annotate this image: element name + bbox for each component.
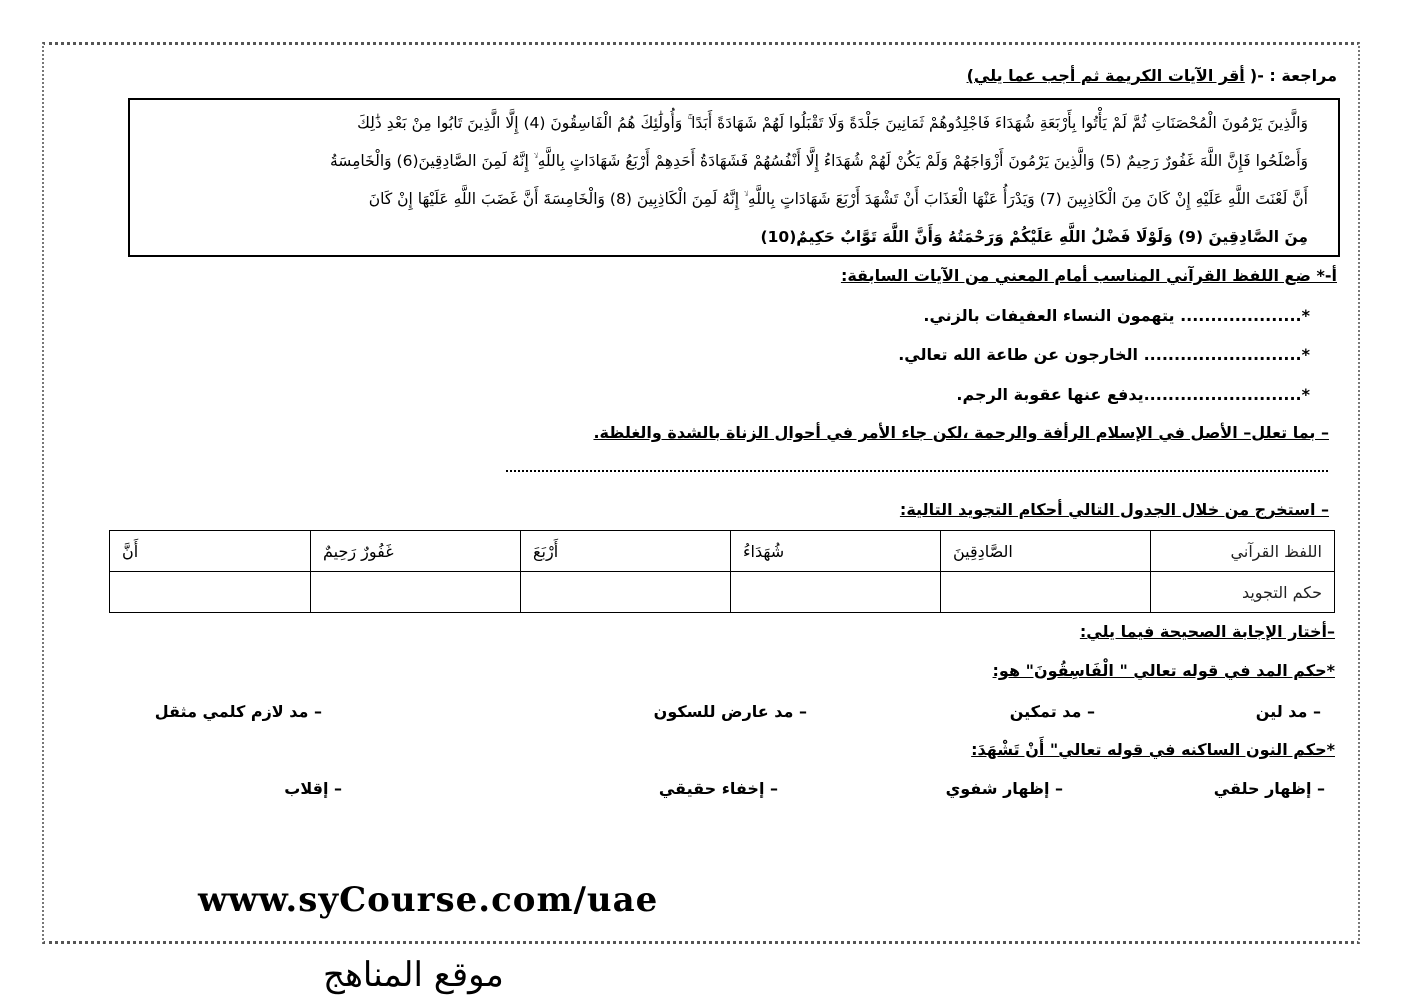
verse-line-4: مِنَ الصَّادِقِينَ (9) وَلَوْلَا فَضْلُ اللَّهِ عَلَيْكُمْ وَرَحْمَتُهُ وَأَنَّ اللَّهَ تَوَّابٌ حَكِيمٌ(10): [760, 228, 1308, 246]
section-a-item-2: *.......................... الخارجون عن طاعة الله تعالي.: [898, 345, 1310, 364]
review-label: مراجعة : -(: [1249, 66, 1337, 85]
answer-cell[interactable]: [521, 572, 731, 613]
mcq-q2-option-2[interactable]: – إظهار شفوي: [945, 779, 1063, 798]
table-cell-word: الصَّادِقِينَ: [941, 531, 1151, 572]
mcq-q2-option-4[interactable]: – إقلاب: [284, 779, 342, 798]
header: [967, 66, 1337, 85]
answer-line: [506, 470, 1328, 472]
table-cell-word: أَنَّ: [110, 531, 311, 572]
site-url[interactable]: www.syCourse.com/uae: [198, 880, 659, 920]
verse-line-3: أَنَّ لَعْنَتَ اللَّهِ عَلَيْهِ إِنْ كَانَ مِنَ الْكَاذِبِينَ (7) وَيَدْرَأُ عَنْهَا الْعَذَابَ أَنْ تَشْهَدَ أَرْبَعَ شَهَادَاتٍ بِاللَّهِ ۙ إِنَّهُ لَمِنَ الْكَاذِبِينَ (8) وَالْخَامِسَةَ أَنَّ غَضَبَ اللَّهِ عَلَيْهَا إِنْ كَانَ: [368, 190, 1308, 208]
watermark-text: موقع المناهج: [323, 955, 504, 995]
answer-cell[interactable]: [941, 572, 1151, 613]
mcq-q2-option-3[interactable]: – إخفاء حقيقي: [658, 779, 778, 798]
section-a-title: أ-* ضع اللفظ القرآني المناسب أمام المعني من الآيات السابقة:: [840, 266, 1337, 285]
mcq-q1-option-1[interactable]: – مد لين: [1255, 702, 1321, 721]
mcq-q1-option-2[interactable]: – مد تمكين: [1009, 702, 1095, 721]
mcq-q1: *حكم المد في قوله تعالي " الْفَاسِقُونَ" هو:: [992, 661, 1335, 680]
mcq-q1-option-4[interactable]: – مد لازم كلمي مثقل: [154, 702, 322, 721]
row-label-word: اللفظ القرآني: [1151, 531, 1335, 572]
tajweed-table: [109, 530, 1335, 613]
instruction: أقر الآيات الكريمة ثم أجب عما يلي): [966, 66, 1245, 85]
mcq-q2: *حكم النون الساكنه في قوله تعالي" أَنْ تَشْهَدَ:: [971, 740, 1335, 759]
answer-cell[interactable]: [731, 572, 941, 613]
table-row: [110, 531, 1335, 572]
verse-line-2: وَأَصْلَحُوا فَإِنَّ اللَّهَ غَفُورٌ رَحِيمٌ (5) وَالَّذِينَ يَرْمُونَ أَزْوَاجَهُمْ وَلَمْ يَكُنْ لَهُمْ شُهَدَاءُ إِلَّا أَنْفُسُهُمْ فَشَهَادَةُ أَحَدِهِمْ أَرْبَعُ شَهَادَاتٍ بِاللَّهِ ۙ إِنَّهُ لَمِنَ الصَّادِقِينَ(6) وَالْخَامِسَةُ: [329, 152, 1308, 170]
verse-line-1: وَالَّذِينَ يَرْمُونَ الْمُحْصَنَاتِ ثُمَّ لَمْ يَأْتُوا بِأَرْبَعَةِ شُهَدَاءَ فَاجْلِدُوهُمْ ثَمَانِينَ جَلْدَةً وَلَا تَقْبَلُوا لَهُمْ شَهَادَةً أَبَدًا ۚ وَأُولَٰئِكَ هُمُ الْفَاسِقُونَ (4) إِلَّا الَّذِينَ تَابُوا مِنْ بَعْدِ ذَٰلِكَ: [357, 114, 1308, 132]
table-cell-word: أَرْبَعَ: [521, 531, 731, 572]
answer-cell[interactable]: [311, 572, 521, 613]
table-cell-word: شُهَدَاءُ: [731, 531, 941, 572]
table-cell-word: غَفُورٌ رَحِيمٌ: [311, 531, 521, 572]
section-a-item-1: *.................... يتهمون النساء العفيفات بالزني.: [923, 306, 1310, 325]
answer-cell[interactable]: [110, 572, 311, 613]
table-row: [110, 572, 1335, 613]
section-a-item-3: *..........................يدفع عنها عقوبة الرجم.: [956, 385, 1310, 404]
row-label-rule: حكم التجويد: [1151, 572, 1335, 613]
question-b: – بما تعلل– الأصل في الإسلام الرأفة والرحمة ،لكن جاء الأمر في أحوال الزناة بالشدة والغلظة.: [593, 423, 1329, 442]
mcq-q1-option-3[interactable]: – مد عارض للسكون: [653, 702, 807, 721]
tajweed-title: – استخرج من خلال الجدول التالي أحكام التجويد التالية:: [899, 500, 1329, 519]
mcq-title: –أختار الإجابة الصحيحة فيما يلي:: [1079, 622, 1335, 641]
mcq-q2-option-1[interactable]: – إظهار حلقي: [1213, 779, 1325, 798]
verses-box: [128, 98, 1340, 257]
